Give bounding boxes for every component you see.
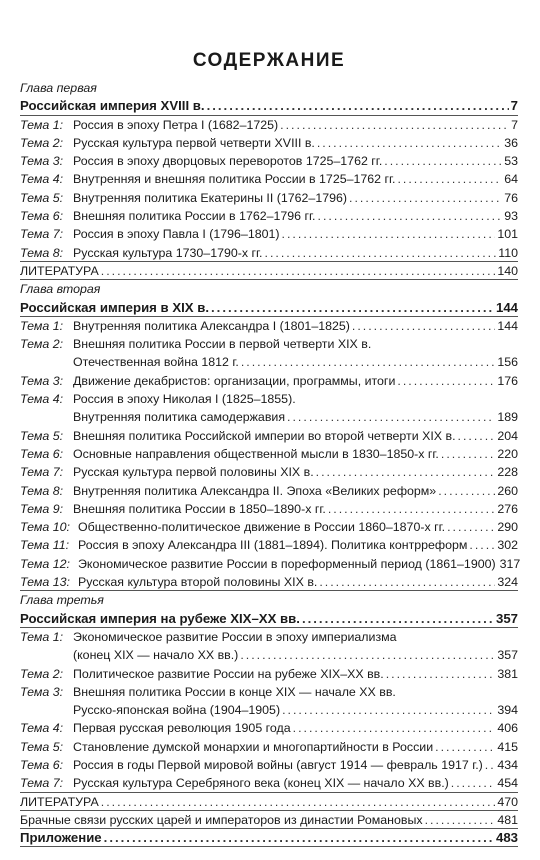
toc-entry-text: Российская империя XVIII в. bbox=[20, 98, 205, 114]
toc-topic-entry[interactable] bbox=[20, 152, 518, 170]
dot-leader bbox=[293, 719, 496, 737]
page-number: 357 bbox=[495, 610, 518, 626]
toc-topic-entry[interactable] bbox=[20, 207, 518, 225]
toc-topic-entry[interactable] bbox=[20, 463, 518, 481]
dot-leader bbox=[397, 372, 495, 390]
topic-number: Тема 12: bbox=[20, 556, 70, 571]
dot-leader bbox=[451, 774, 496, 792]
toc-entry-text: Русская культура Серебряного века (конец XIX — начало XX вв.) bbox=[73, 776, 449, 791]
toc-topic-entry[interactable] bbox=[20, 518, 518, 536]
dot-leader bbox=[241, 353, 495, 371]
chapter-label-text: Глава третья bbox=[20, 593, 104, 608]
page-number: 101 bbox=[497, 227, 518, 242]
topic-number: Тема 6: bbox=[20, 209, 64, 224]
page-number: 156 bbox=[497, 355, 518, 370]
toc-entry-line bbox=[73, 170, 518, 188]
page-number: 317 bbox=[499, 556, 521, 571]
page-number: 176 bbox=[497, 373, 518, 388]
page-number: 290 bbox=[497, 520, 518, 535]
page-number: 220 bbox=[497, 446, 518, 461]
topic-number: Тема 5: bbox=[20, 739, 64, 754]
toc-entry-line bbox=[20, 793, 518, 811]
topic-number: Тема 6: bbox=[20, 446, 64, 461]
toc-entry-text: Россия в эпоху Павла I (1796–1801) bbox=[73, 227, 280, 242]
toc-entry-line bbox=[73, 116, 518, 134]
toc-topic-entry[interactable] bbox=[20, 372, 518, 390]
page-number: 76 bbox=[504, 190, 518, 205]
dot-leader bbox=[319, 573, 495, 591]
page-number: 204 bbox=[497, 428, 518, 443]
toc-entry-line bbox=[73, 463, 518, 481]
toc-entry-text: Русская культура первой половины XIX в. bbox=[73, 465, 314, 480]
topic-number: Тема 8: bbox=[20, 245, 64, 260]
toc-entry-line bbox=[78, 536, 518, 554]
toc-entry-line bbox=[73, 372, 518, 390]
toc-entry-line bbox=[73, 738, 518, 756]
page-number: 144 bbox=[497, 318, 518, 333]
dot-leader bbox=[302, 610, 494, 628]
toc-entry-text: Становление думской монархии и многопартийности в России bbox=[73, 739, 434, 754]
toc-entry-text: Внутренняя политика Александра II. Эпоха «Великих реформ» bbox=[73, 483, 437, 498]
dot-leader bbox=[104, 829, 494, 847]
topic-number: Тема 5: bbox=[20, 190, 64, 205]
toc-entry-text: Внешняя политика России в первой четверти XIX в. bbox=[73, 337, 372, 352]
page-number: 481 bbox=[497, 812, 518, 827]
toc-entry-line bbox=[73, 408, 518, 426]
dot-leader bbox=[240, 646, 495, 664]
toc-entry-line bbox=[20, 610, 518, 628]
toc-entry-text: Внешняя политика Российской империи во второй четверти XIX в. bbox=[73, 428, 456, 443]
toc-entry-line bbox=[20, 97, 518, 115]
toc-topic-entry[interactable] bbox=[20, 335, 518, 372]
toc-entry-text: Приложение bbox=[20, 830, 102, 846]
toc-topic-entry[interactable] bbox=[20, 573, 518, 591]
page-number: 140 bbox=[497, 263, 518, 278]
topic-number: Тема 7: bbox=[20, 776, 64, 791]
toc-entry[interactable] bbox=[20, 793, 518, 811]
topic-number: Тема 3: bbox=[20, 684, 64, 699]
toc-entry[interactable] bbox=[20, 811, 518, 829]
toc-entry-line bbox=[73, 774, 518, 792]
toc-topic-entry[interactable] bbox=[20, 774, 518, 792]
toc-entry-text: Русская культура первой четверти XVIII в. bbox=[73, 135, 315, 150]
dot-leader bbox=[282, 701, 495, 719]
topic-number: Тема 10: bbox=[20, 520, 70, 535]
toc-entry-text: Россия в эпоху Петра I (1682–1725) bbox=[73, 117, 279, 132]
page-number: 434 bbox=[497, 757, 518, 772]
page-number: 110 bbox=[498, 245, 518, 260]
topic-number: Тема 11: bbox=[20, 538, 70, 553]
toc-topic-entry[interactable] bbox=[20, 170, 518, 188]
toc-entry-text: Общественно-политическое движение в России 1860–1870-х гг. bbox=[78, 520, 446, 535]
dot-leader bbox=[435, 738, 495, 756]
toc-topic-first-line bbox=[20, 683, 518, 701]
page-number: 406 bbox=[497, 721, 518, 736]
topic-number: Тема 2: bbox=[20, 337, 64, 352]
topic-number: Тема 7: bbox=[20, 465, 64, 480]
part-heading[interactable] bbox=[20, 610, 518, 628]
toc-entry-line bbox=[20, 262, 518, 280]
dot-leader bbox=[485, 756, 496, 774]
toc-topic-second-line bbox=[20, 701, 518, 719]
topic-number: Тема 5: bbox=[20, 428, 64, 443]
page-number: 64 bbox=[504, 172, 518, 187]
page-number: 357 bbox=[497, 648, 518, 663]
toc-entry-line bbox=[73, 482, 518, 500]
toc-entry-text: Внешняя политика России в конце XIX — начале XX вв. bbox=[73, 684, 396, 699]
toc-entry-text: ЛИТЕРАТУРА bbox=[20, 794, 99, 809]
toc-entry-line bbox=[73, 152, 518, 170]
page-number: 324 bbox=[497, 575, 518, 590]
page-number: 454 bbox=[497, 776, 518, 791]
topic-number: Тема 1: bbox=[20, 117, 64, 132]
toc-entry-text: Русская культура второй половины XIX в. bbox=[78, 575, 318, 590]
dot-leader bbox=[425, 811, 496, 829]
toc-entry-line bbox=[73, 189, 518, 207]
toc-entry-line bbox=[78, 555, 521, 573]
part-heading[interactable] bbox=[20, 299, 518, 317]
toc-entry-text: Российская империя на рубеже XIX–XX вв. bbox=[20, 610, 300, 626]
toc-topic-entry[interactable] bbox=[20, 756, 518, 774]
toc-topic-first-line bbox=[20, 390, 518, 408]
dot-leader bbox=[318, 207, 503, 225]
page-number: 394 bbox=[497, 703, 518, 718]
toc-entry-text: Россия в эпоху Александра III (1881–1894). Политика контрреформ bbox=[78, 538, 468, 553]
toc-entry-line bbox=[73, 701, 518, 719]
topic-number: Тема 7: bbox=[20, 227, 64, 242]
chapter-label bbox=[20, 280, 518, 298]
toc-entry-text: Основные направления общественной мысли в 1830–1850-х гг. bbox=[73, 446, 439, 461]
page-number: 302 bbox=[497, 538, 518, 553]
toc-entry-line bbox=[78, 573, 518, 591]
toc-entry-line bbox=[20, 829, 518, 847]
toc-topic-entry[interactable] bbox=[20, 536, 518, 554]
toc-topic-first-line bbox=[20, 335, 518, 353]
page-number: 7 bbox=[511, 117, 518, 132]
toc-entry-text: Российская империя в XIX в. bbox=[20, 299, 210, 315]
toc-entry-line bbox=[73, 445, 518, 463]
toc-page bbox=[20, 0, 521, 847]
toc-entry-line bbox=[73, 353, 518, 371]
dot-leader bbox=[469, 536, 495, 554]
dot-leader bbox=[458, 427, 496, 445]
topic-number: Тема 9: bbox=[20, 501, 64, 516]
dot-leader bbox=[207, 97, 509, 115]
table-of-contents bbox=[20, 79, 521, 847]
page-number: 415 bbox=[497, 739, 518, 754]
toc-topic-entry[interactable] bbox=[20, 116, 518, 134]
toc-entry-line bbox=[73, 756, 518, 774]
topic-number: Тема 8: bbox=[20, 483, 64, 498]
separator-line bbox=[20, 846, 518, 847]
toc-entry-line bbox=[73, 207, 518, 225]
chapter-label bbox=[20, 591, 518, 609]
toc-topic-entry[interactable] bbox=[20, 189, 518, 207]
toc-topic-entry[interactable] bbox=[20, 683, 518, 720]
toc-entry-text: Внутренняя и внешняя политика России в 1725–1762 гг. bbox=[73, 172, 396, 187]
page-title: СОДЕРЖАНИЕ bbox=[192, 50, 346, 71]
toc-entry-text: Внутренняя политика Александра I (1801–1825) bbox=[73, 318, 350, 333]
topic-number: Тема 1: bbox=[20, 629, 64, 644]
toc-topic-entry[interactable] bbox=[20, 628, 518, 665]
toc-entry-text: Русская культура 1730–1790-х гг. bbox=[73, 245, 263, 260]
page-number: 189 bbox=[497, 410, 518, 425]
dot-leader bbox=[282, 225, 496, 243]
toc-entry-line bbox=[20, 299, 518, 317]
dot-leader bbox=[101, 262, 496, 280]
toc-entry-text: Россия в эпоху Николая I (1825–1855). bbox=[73, 392, 296, 407]
dot-leader bbox=[328, 500, 496, 518]
topic-number: Тема 4: bbox=[20, 172, 64, 187]
dot-leader bbox=[384, 152, 502, 170]
toc-topic-second-line bbox=[20, 353, 518, 371]
topic-number: Тема 3: bbox=[20, 154, 64, 169]
toc-entry-text: Внешняя политика России в 1850–1890-х гг. bbox=[73, 501, 326, 516]
part-heading[interactable] bbox=[20, 97, 518, 115]
dot-leader bbox=[265, 244, 497, 262]
toc-entry-text: Внутренняя политика Екатерины II (1762–1796) bbox=[73, 190, 348, 205]
toc-entry-text: Первая русская революция 1905 года bbox=[73, 721, 291, 736]
topic-number: Тема 2: bbox=[20, 666, 64, 681]
toc-entry-line bbox=[73, 134, 518, 152]
dot-leader bbox=[397, 170, 502, 188]
chapter-label bbox=[20, 79, 518, 97]
chapter-label-text: Глава первая bbox=[20, 81, 97, 95]
dot-leader bbox=[386, 665, 496, 683]
toc-entry-line bbox=[73, 225, 518, 243]
topic-number: Тема 6: bbox=[20, 757, 64, 772]
toc-topic-entry[interactable] bbox=[20, 244, 518, 262]
toc-entry-line bbox=[73, 646, 518, 664]
dot-leader bbox=[211, 299, 494, 317]
toc-entry-line bbox=[73, 427, 518, 445]
toc-entry-line bbox=[73, 665, 518, 683]
toc-topic-entry[interactable] bbox=[20, 225, 518, 243]
dot-leader bbox=[280, 116, 509, 134]
page-number: 144 bbox=[495, 299, 518, 315]
toc-topic-second-line bbox=[20, 646, 518, 664]
dot-leader bbox=[352, 317, 495, 335]
page-number: 260 bbox=[497, 483, 518, 498]
topic-number: Тема 1: bbox=[20, 318, 64, 333]
page-number: 53 bbox=[504, 154, 518, 169]
toc-topic-entry[interactable] bbox=[20, 317, 518, 335]
dot-leader bbox=[441, 445, 495, 463]
toc-topic-entry[interactable] bbox=[20, 665, 518, 683]
toc-entry-line bbox=[73, 719, 518, 737]
toc-entry-text: Россия в годы Первой мировой войны (август 1914 — февраль 1917 г.) bbox=[73, 757, 483, 772]
page-number: 36 bbox=[504, 135, 518, 150]
toc-entry-line bbox=[73, 317, 518, 335]
dot-leader bbox=[287, 408, 495, 426]
dot-leader bbox=[316, 463, 496, 481]
topic-number: Тема 4: bbox=[20, 392, 64, 407]
toc-topic-entry[interactable] bbox=[20, 555, 521, 573]
toc-topic-entry[interactable] bbox=[20, 500, 518, 518]
toc-entry-text: Экономическое развитие России в пореформенный период (1861–1900) bbox=[78, 556, 496, 571]
dot-leader bbox=[349, 189, 502, 207]
chapter-label-text: Глава вторая bbox=[20, 282, 101, 297]
toc-entry-text: Россия в эпоху дворцовых переворотов 1725–1762 гг. bbox=[73, 154, 383, 169]
dot-leader bbox=[101, 793, 496, 811]
toc-entry-text: (конец XIX — начало XX вв.) bbox=[73, 648, 239, 663]
toc-entry[interactable] bbox=[20, 262, 518, 280]
topic-number: Тема 4: bbox=[20, 721, 64, 736]
toc-entry-text: Отечественная война 1812 г. bbox=[73, 355, 239, 370]
toc-entry-line bbox=[73, 244, 518, 262]
page-number: 276 bbox=[497, 501, 518, 516]
toc-topic-entry[interactable] bbox=[20, 738, 518, 756]
page-number: 93 bbox=[504, 209, 518, 224]
page-number: 483 bbox=[495, 830, 518, 846]
toc-entry-text: Движение декабристов: организации, программы, итоги bbox=[73, 373, 396, 388]
toc-entry-text: ЛИТЕРАТУРА bbox=[20, 263, 99, 278]
toc-entry-text: Внутренняя политика самодержавия bbox=[73, 410, 286, 425]
dot-leader bbox=[447, 518, 495, 536]
toc-topic-entry[interactable] bbox=[20, 134, 518, 152]
dot-leader bbox=[317, 134, 502, 152]
toc-topic-entry[interactable] bbox=[20, 427, 518, 445]
toc-entry-text: Брачные связи русских царей и императоров из династии Романовых bbox=[20, 812, 423, 827]
topic-number: Тема 2: bbox=[20, 135, 64, 150]
toc-topic-second-line bbox=[20, 408, 518, 426]
toc-entry-text: Политическое развитие России на рубеже XIX–XX вв. bbox=[73, 666, 384, 681]
part-heading[interactable] bbox=[20, 829, 518, 847]
toc-topic-entry[interactable] bbox=[20, 445, 518, 463]
toc-topic-entry[interactable] bbox=[20, 390, 518, 427]
toc-entry-text: Экономическое развитие России в эпоху империализма bbox=[73, 629, 397, 644]
toc-entry-line bbox=[78, 518, 518, 536]
page-number: 470 bbox=[497, 794, 518, 809]
toc-entry-line bbox=[20, 811, 518, 829]
topic-number: Тема 13: bbox=[20, 575, 70, 590]
toc-topic-entry[interactable] bbox=[20, 719, 518, 737]
toc-topic-entry[interactable] bbox=[20, 482, 518, 500]
toc-entry-text: Внешняя политика России в 1762–1796 гг. bbox=[73, 209, 316, 224]
topic-number: Тема 3: bbox=[20, 373, 64, 388]
toc-entry-line bbox=[73, 500, 518, 518]
toc-entry-text: Русско-японская война (1904–1905) bbox=[73, 703, 281, 718]
page-number: 7 bbox=[510, 98, 518, 114]
toc-topic-first-line bbox=[20, 628, 518, 646]
page-number: 228 bbox=[497, 465, 518, 480]
page-number: 381 bbox=[497, 666, 518, 681]
dot-leader bbox=[438, 482, 495, 500]
